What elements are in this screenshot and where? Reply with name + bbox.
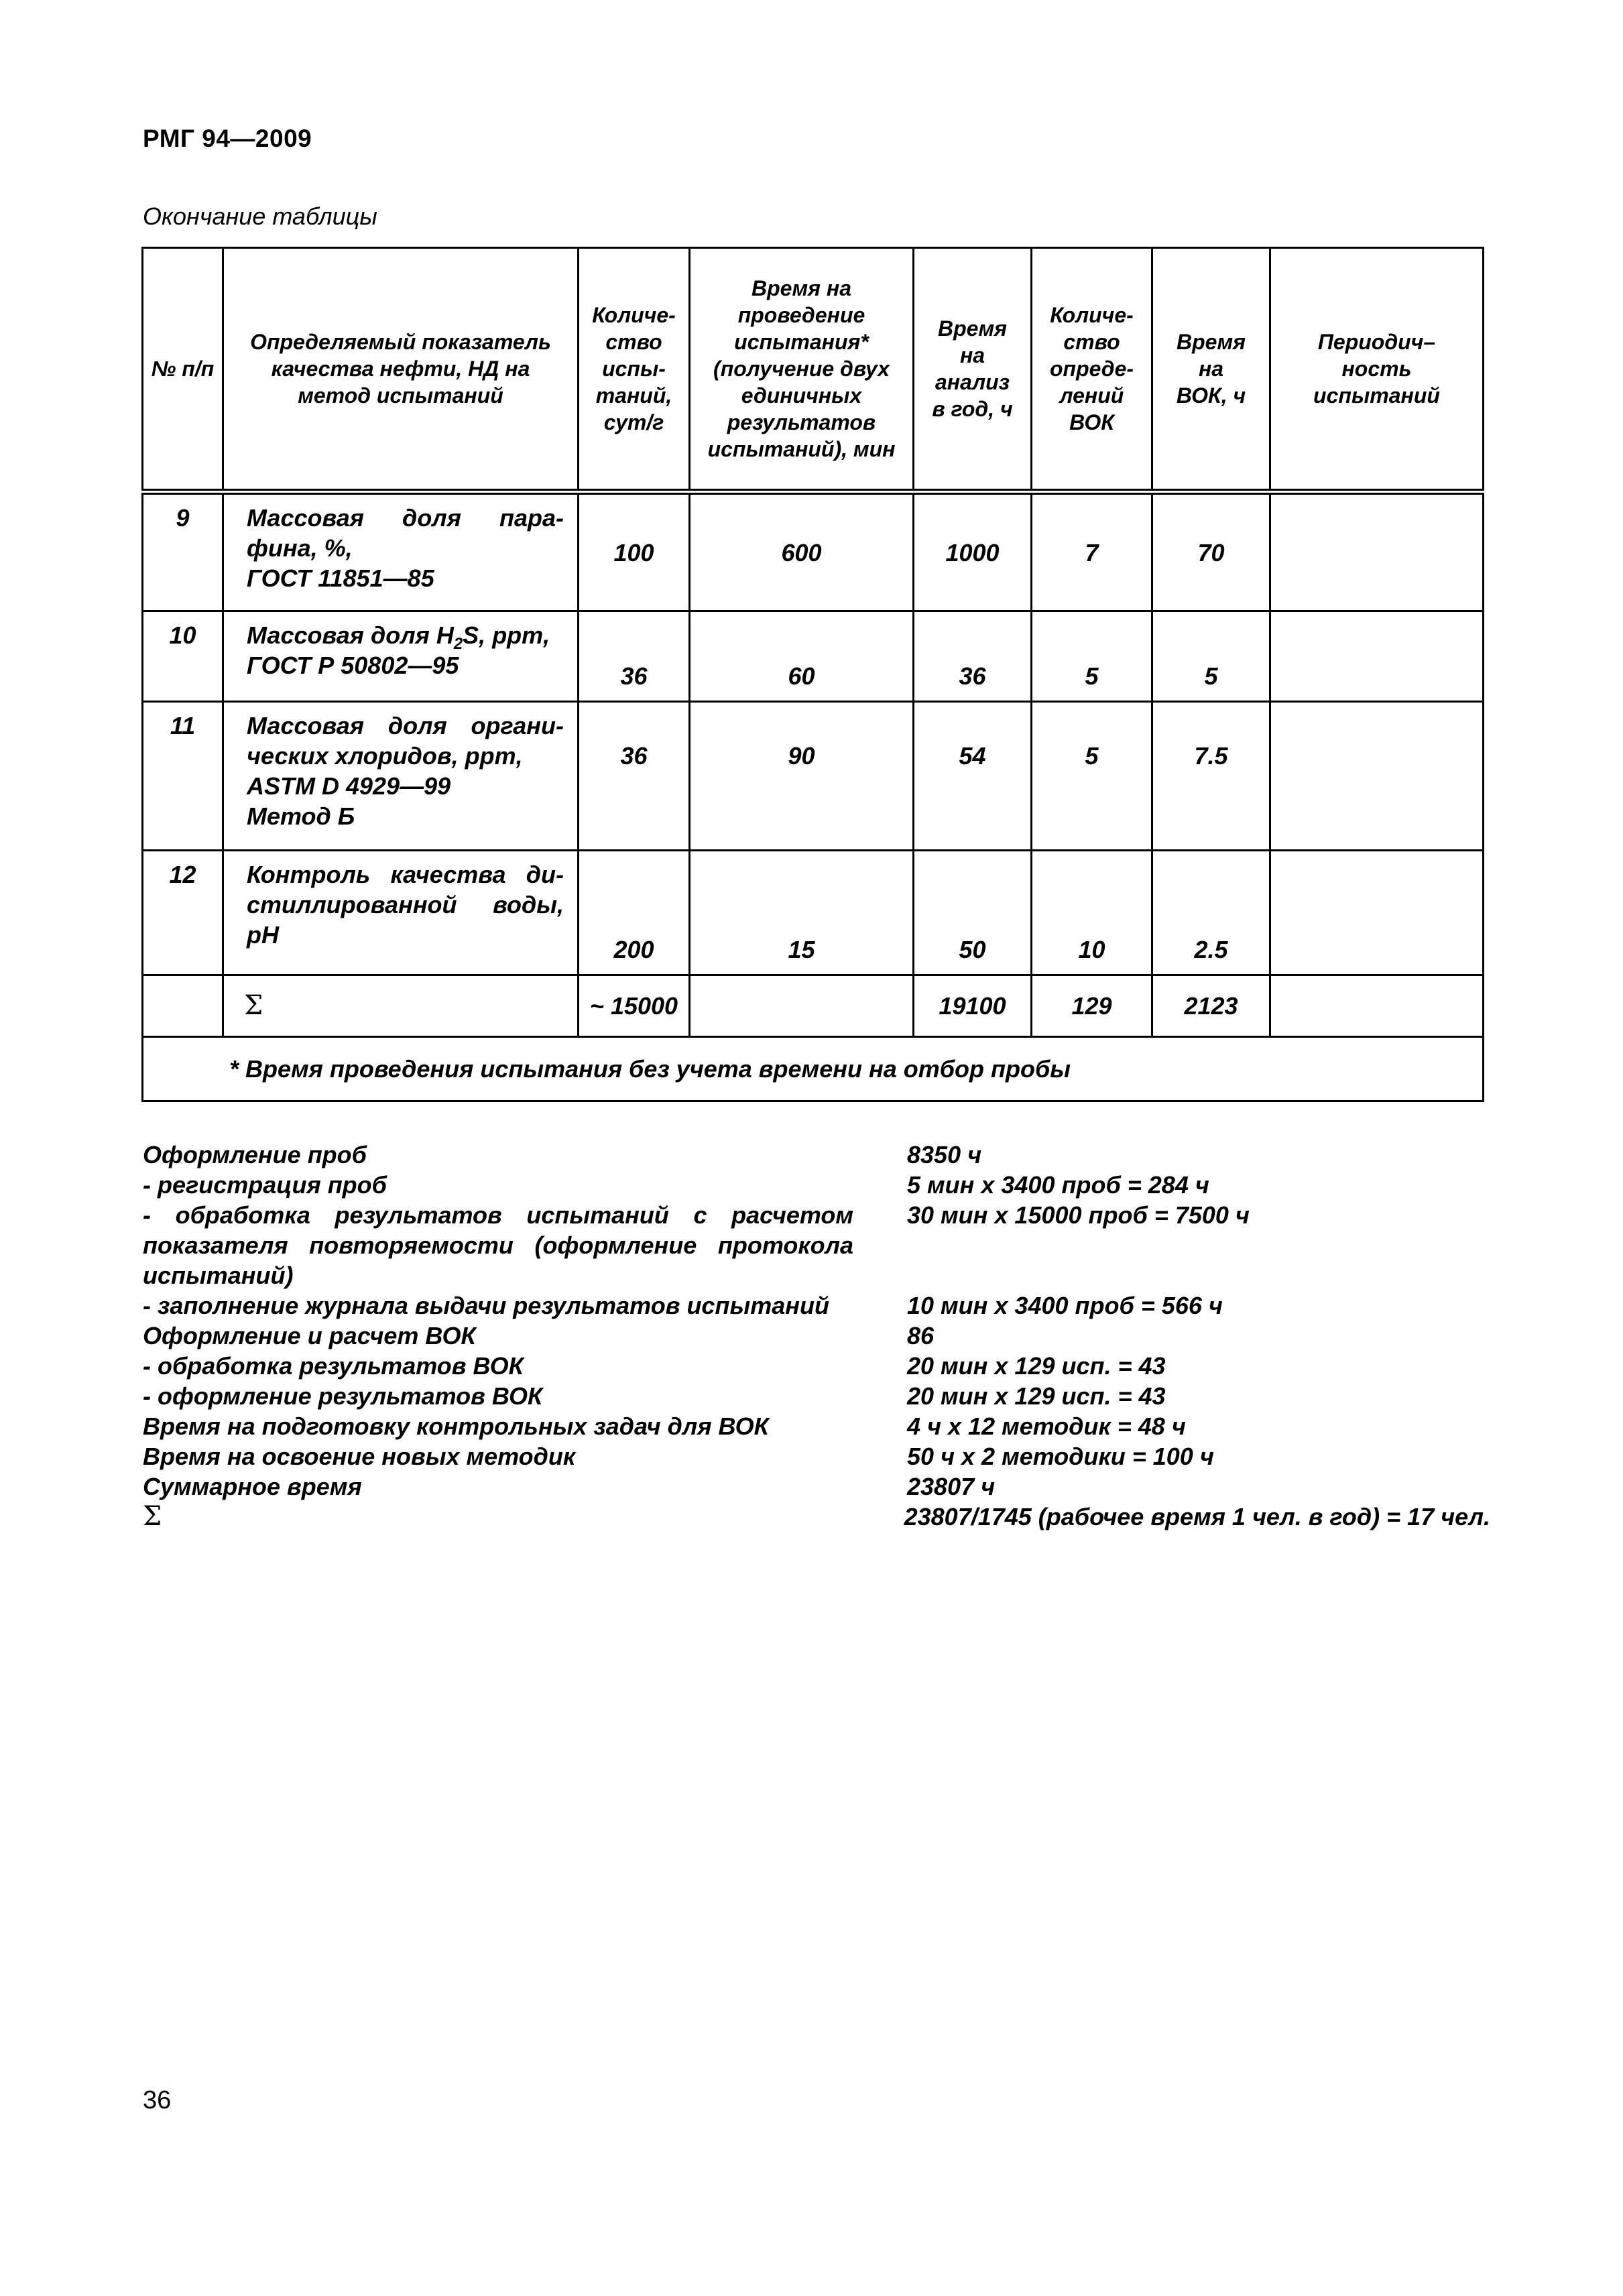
vok-time: 70 xyxy=(1152,492,1270,611)
table-row xyxy=(143,611,1484,702)
row-number: 10 xyxy=(143,611,223,702)
indicator-line: ческих хлоридов, ppm, xyxy=(247,742,523,770)
test-time: 60 xyxy=(690,611,914,702)
summary-label: - обработка результатов ВОК xyxy=(143,1352,524,1380)
test-time: 90 xyxy=(690,702,914,851)
summary-sum-symbol: Σ xyxy=(143,1501,162,1532)
vok-time: 5 xyxy=(1152,611,1270,702)
col-header-vok-time: Время на ВОК, ч xyxy=(1152,248,1270,492)
row-number: 11 xyxy=(143,702,223,851)
summary-value: 30 мин х 15000 проб = 7500 ч xyxy=(907,1201,1250,1229)
row-number: 9 xyxy=(143,492,223,611)
summary-row xyxy=(143,1321,1490,1351)
table-footnote: * Время проведения испытания без учета времени на отбор пробы xyxy=(143,1037,1484,1101)
summary-row xyxy=(143,1351,1490,1381)
total-annual-time: 19100 xyxy=(914,975,1032,1037)
indicator-line: pH xyxy=(247,921,279,949)
row-indicator xyxy=(223,611,579,702)
summary-row xyxy=(143,1290,1490,1321)
vok-count: 5 xyxy=(1032,611,1152,702)
indicator-line: Массовая доля $H_2S$, ppm, xyxy=(247,621,550,654)
periodicity xyxy=(1270,851,1484,975)
indicator-line: фина, %, xyxy=(247,534,353,562)
total-periodicity xyxy=(1270,975,1484,1037)
total-number-cell xyxy=(143,975,223,1037)
vok-time: 7.5 xyxy=(1152,702,1270,851)
summary-row xyxy=(143,1140,1490,1170)
periodicity xyxy=(1270,611,1484,702)
col-header-test-count: Количе- ство испы- таний, сут/г xyxy=(579,248,690,492)
test-time: 15 xyxy=(690,851,914,975)
indicator-line: ГОСТ Р 50802—95 xyxy=(247,652,459,679)
summary-row xyxy=(143,1381,1490,1411)
row-indicator xyxy=(223,492,579,611)
summary-label: Суммарное время xyxy=(143,1473,362,1500)
sum-symbol: Σ xyxy=(223,975,579,1037)
summary-row xyxy=(143,1441,1490,1471)
table-header-row xyxy=(143,248,1484,492)
total-test-count: ~ 15000 xyxy=(579,975,690,1037)
col-header-indicator: Определяемый показатель качества нефти, НД на метод испытаний xyxy=(223,248,579,492)
col-header-test-time: Время на проведение испытания* (получение двух единичных результатов испытаний), мин xyxy=(690,248,914,492)
vok-count: 7 xyxy=(1032,492,1152,611)
indicator-line: Метод Б xyxy=(247,802,355,830)
total-test-time xyxy=(690,975,914,1037)
col-header-periodicity: Периодич– ность испытаний xyxy=(1270,248,1484,492)
document-code: РМГ 94—2009 xyxy=(143,125,312,152)
total-vok-count: 129 xyxy=(1032,975,1152,1037)
table-row xyxy=(143,702,1484,851)
table-row xyxy=(143,492,1484,611)
summary-label: - оформление результатов ВОК xyxy=(143,1382,543,1410)
test-count: 36 xyxy=(579,702,690,851)
footnote-row xyxy=(143,1037,1484,1101)
test-time: 600 xyxy=(690,492,914,611)
summary-row xyxy=(143,1502,1490,1532)
summary-row xyxy=(143,1471,1490,1502)
indicator-line: Массовая доля пара- xyxy=(247,504,564,532)
test-count: 36 xyxy=(579,611,690,702)
total-vok-time: 2123 xyxy=(1152,975,1270,1037)
vok-time: 2.5 xyxy=(1152,851,1270,975)
summary-value: 50 ч х 2 методики = 100 ч xyxy=(907,1443,1214,1470)
summary-value: 86 xyxy=(907,1322,935,1349)
annual-time: 50 xyxy=(914,851,1032,975)
test-count: 200 xyxy=(579,851,690,975)
summary-value: 8350 ч xyxy=(907,1141,982,1168)
annual-time: 1000 xyxy=(914,492,1032,611)
test-count: 100 xyxy=(579,492,690,611)
summary-value: 20 мин х 129 исп. = 43 xyxy=(907,1352,1166,1380)
indicator-line: ASTM D 4929—99 xyxy=(247,772,451,800)
vok-count: 10 xyxy=(1032,851,1152,975)
col-header-annual-time: Время на анализ в год, ч xyxy=(914,248,1032,492)
col-header-vok-count: Количе- ство опреде- лений ВОК xyxy=(1032,248,1152,492)
total-row xyxy=(143,975,1484,1037)
summary-value: 4 ч х 12 методик = 48 ч xyxy=(907,1412,1186,1440)
page-number: 36 xyxy=(143,2086,172,2114)
indicator-line: Контроль качества ди- xyxy=(247,861,564,888)
summary-label: - обработка результатов испытаний с расчетом показателя повторяемости (оформление протокола испытаний) xyxy=(143,1201,853,1289)
indicator-line: ГОСТ 11851—85 xyxy=(247,564,434,592)
summary-row xyxy=(143,1170,1490,1200)
table-caption: Окончание таблицы xyxy=(143,202,377,230)
indicator-line: стиллированной воды, xyxy=(247,891,564,918)
summary-value: 10 мин х 3400 проб = 566 ч xyxy=(907,1292,1223,1319)
summary-label: Оформление проб xyxy=(143,1141,367,1168)
summary-row xyxy=(143,1411,1490,1441)
quality-tests-table xyxy=(141,247,1484,1102)
summary-label: - заполнение журнала выдачи результатов испытаний xyxy=(143,1292,829,1319)
periodicity xyxy=(1270,492,1484,611)
col-header-number: № п/п xyxy=(143,248,223,492)
vok-count: 5 xyxy=(1032,702,1152,851)
summary-label: Время на подготовку контрольных задач для ВОК xyxy=(143,1412,769,1440)
row-number: 12 xyxy=(143,851,223,975)
row-indicator xyxy=(223,702,579,851)
indicator-line: Массовая доля органи- xyxy=(247,712,564,739)
summary-value: 23807 ч xyxy=(907,1473,996,1500)
table-row xyxy=(143,851,1484,975)
summary-value: 5 мин х 3400 проб = 284 ч xyxy=(907,1171,1209,1199)
annual-time: 54 xyxy=(914,702,1032,851)
labor-summary xyxy=(143,1140,1490,1532)
summary-label: - регистрация проб xyxy=(143,1171,387,1199)
summary-label: Время на освоение новых методик xyxy=(143,1443,576,1470)
summary-row xyxy=(143,1200,1490,1290)
annual-time: 36 xyxy=(914,611,1032,702)
summary-label: Оформление и расчет ВОК xyxy=(143,1322,476,1349)
summary-value: 20 мин х 129 исп. = 43 xyxy=(907,1382,1166,1410)
periodicity xyxy=(1270,702,1484,851)
summary-value: 23807/1745 (рабочее время 1 чел. в год) = 17 чел. xyxy=(904,1503,1490,1530)
row-indicator xyxy=(223,851,579,975)
